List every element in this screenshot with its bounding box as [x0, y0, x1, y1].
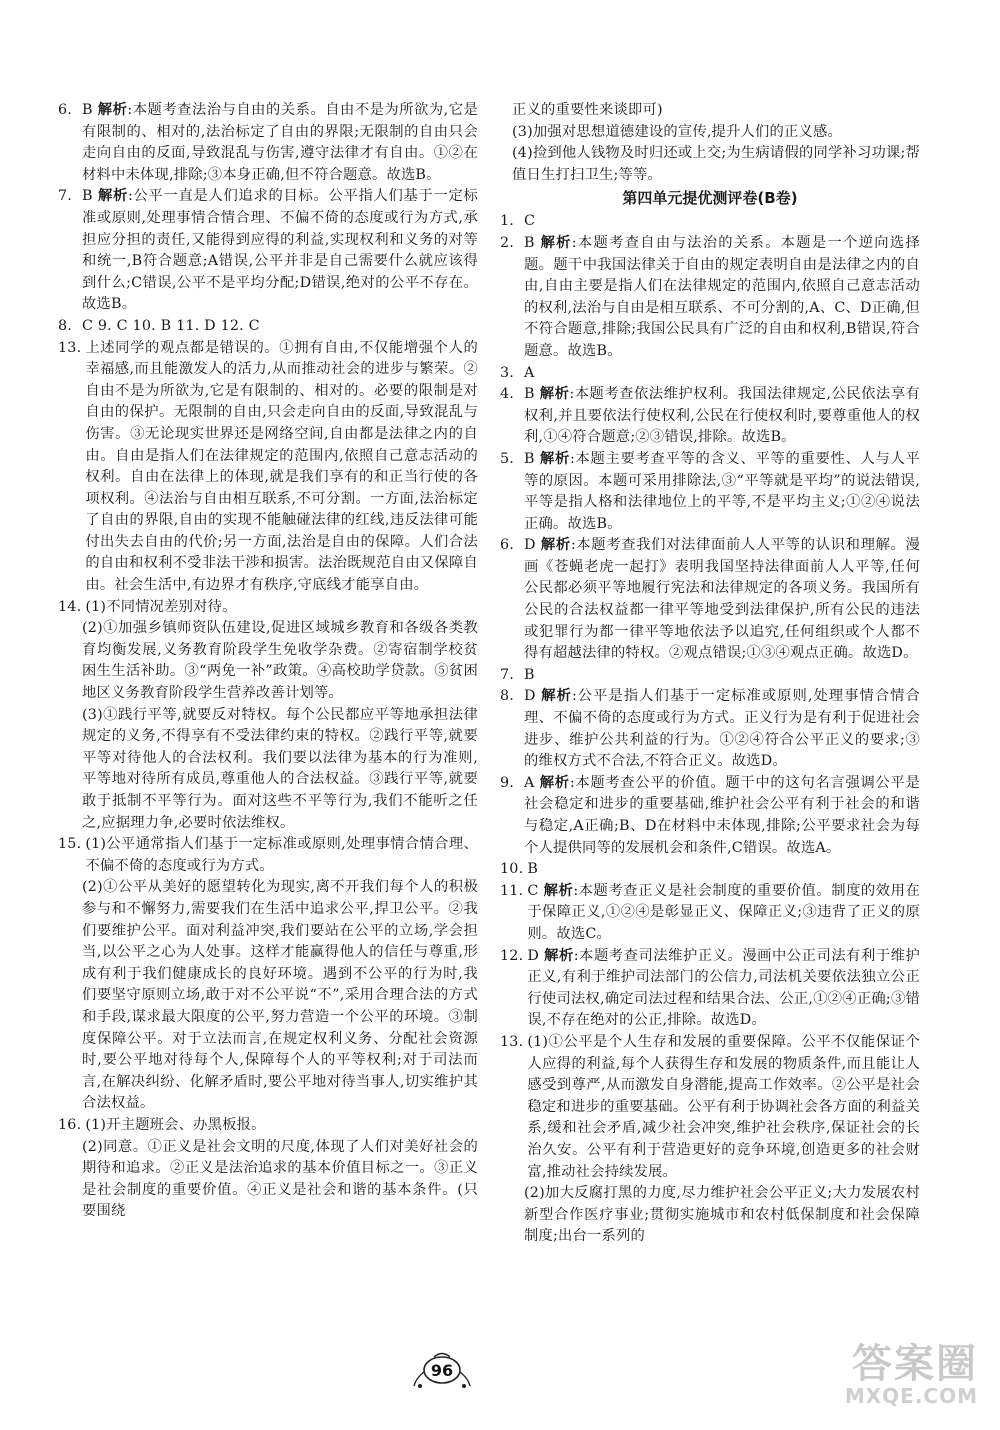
- answer-item: [500, 665, 920, 687]
- answer-choice: C: [524, 213, 536, 230]
- answer-number: 4.: [500, 386, 515, 403]
- watermark: [778, 1332, 978, 1412]
- answer-number: 8.: [58, 317, 73, 334]
- answer-text: [524, 363, 920, 385]
- answer-item: [58, 705, 478, 835]
- answer-item: [500, 1183, 920, 1248]
- analysis-label: 解析: [97, 188, 128, 205]
- answer-text: [524, 233, 920, 363]
- answer-choice: A: [524, 364, 535, 381]
- answer-number: 13.: [58, 339, 82, 356]
- answer-text: [82, 877, 478, 1115]
- answer-number: 11.: [500, 882, 524, 899]
- answer-body: (2)加大反腐打黑的力度,尽力维护社会公平正义;大力发展农村新型合作医疗事业;贯彻实施城市和农村低保制度和社会保障制度;出台一系列的: [524, 1185, 920, 1245]
- left-column: [58, 100, 478, 1223]
- watermark-site: MXQE.COM: [844, 1384, 978, 1408]
- answer-item: [58, 618, 478, 704]
- answer-text: [524, 1183, 920, 1248]
- answer-item: [500, 686, 920, 772]
- answer-number: 7.: [58, 188, 73, 205]
- answer-number: 5.: [500, 450, 515, 467]
- answer-body: 上述同学的观点都是错误的。①拥有自由,不仅能增强个人的幸福感,而且能激发人的活力,从而推动社会的进步与繁荣。②自由不是为所欲为,它是有限制的、相对的。必要的限制是对自由的保护。无限制的自由,只会走向自由的反面,导致混乱与伤害。③无论现实世界还是网络空间,自由都是法律之内的自由。自由是指人们在法律规定的范围内,依照自己意志活动的权利。自由在法律上的体现,就是我们享有的和正当行使的各项权利。④法治与自由相互联系,不可分割。一方面,法治标定了自由的界限,自由的实现不能触碰法律的红线,违反法律可能付出失去自由的代价;另一方面,法治是自由的保障。人们合法的自由和权利不受非法干涉和损害。法治既规范自由又保障自由。社会生活中,有边界才有秩序,守底线才能享自由。: [85, 339, 478, 594]
- answer-choice: B: [82, 102, 93, 118]
- answer-item: [500, 233, 920, 363]
- right-column: [500, 100, 920, 1248]
- answer-body: :公平是指人们基于一定标准或原则,处理事情合情合理、不偏不倚的态度或行为方式。正义行为是有利于促进社会进步、维护公共利益的行为。①②④符合公平正义的要求;③的维权方式不合法,不符合正义。故选D。: [524, 688, 920, 770]
- answer-number: 14.: [58, 598, 82, 615]
- answer-item: [500, 773, 920, 859]
- analysis-label: 解析: [541, 688, 572, 705]
- answer-body: (1)开主题班会、办黑板报。: [85, 1116, 266, 1133]
- answer-text: [524, 535, 920, 665]
- answer-choice: D: [524, 688, 536, 705]
- answer-choice: B: [524, 234, 535, 251]
- answer-item: [58, 877, 478, 1115]
- analysis-label: 解析: [540, 234, 572, 251]
- answer-text: [524, 384, 920, 449]
- answer-number: 13.: [500, 1033, 524, 1050]
- answer-body: C 9. C 10. B 11. D 12. C: [82, 317, 260, 334]
- analysis-label: 解析: [539, 386, 570, 403]
- answer-text: [527, 881, 920, 946]
- answer-number: [58, 618, 82, 704]
- answer-body: :本题考查公平的价值。题干中的这句名言强调公平是社会稳定和进步的重要基础,维护社会公平有利于社会的和谐与稳定,A正确;B、D在材料中未体现,排除;公平要求社会为每个人提供同等的发展机会和条件,C错误。故选A。: [524, 774, 920, 856]
- answer-text: [82, 618, 478, 704]
- answer-body: (2)①加强乡镇师资队伍建设,促进区域城乡教育和各级各类教育均衡发展,义务教育阶段学生免收学杂费。②寄宿制学校贫困生生活补助。③“两免一补”政策。④高校助学贷款。⑤贫困地区义务教育阶段学生营养改善计划等。: [82, 620, 478, 702]
- answer-choice: D: [527, 947, 540, 964]
- answer-text: [85, 834, 478, 877]
- continued-text: 正义的重要性来谈即可): [512, 102, 663, 118]
- answer-text: [524, 449, 920, 535]
- answer-item: [500, 535, 920, 665]
- answer-body: :本题考查依法维护权利。我国法律规定,公民依法享有权利,并且要依法行使权利,公民在行使权利时,要尊重他人的权利,①④符合题意;②③错误,排除。故选B。: [524, 386, 921, 446]
- section-title: 第四单元提优测评卷(B卷): [622, 189, 798, 208]
- answer-number: [58, 705, 82, 835]
- answer-body: :本题考查法治与自由的关系。自由不是为所欲为,它是有限制的、相对的,法治标定了自由的界限;无限制的自由只会走向自由的反面,导致混乱与伤害,遵守法律才有自由。①②在材料中未体现,排除;③本身正确,但不符合题意。故选B。: [82, 102, 479, 183]
- answer-item: [500, 211, 920, 233]
- analysis-label: 解析: [544, 947, 574, 964]
- answer-body: :本题考查我们对法律面前人人平等的认识和理解。漫画《苍蝇老虎一起打》表明我国坚持法律面前人人平等,任何公民都必须平等地履行宪法和法律规定的各项义务。我国所有公民的合法权益都一律平等地受到法律保护,所有公民的违法或犯罪行为都一律平等地依法予以追究,任何组织或个人都不得有超越法律的特权。②观点错误;①③④观点正确。故选D。: [524, 537, 920, 662]
- answer-text: [527, 859, 920, 881]
- answer-text: [82, 316, 478, 338]
- answer-item: [58, 186, 478, 316]
- answer-choice: C: [527, 882, 539, 899]
- answer-text: [85, 338, 478, 597]
- answer-item: [58, 834, 478, 877]
- analysis-label: 解析: [539, 450, 570, 467]
- answer-body: (3)①践行平等,就要反对特权。每个公民都应平等地承担法律规定的义务,不得享有不受法律约束的特权。②践行平等,就要平等对待他人的合法权利。我们要以法律为基本的行为准则,平等地对待所有成员,尊重他人的合法权益。③践行平等,就要敢于抵制不平等行为。面对这些不平等行为,我们不能听之任之,应据理力争,必要时依法维权。: [82, 706, 478, 831]
- answer-text: [85, 597, 478, 619]
- answer-choice: B: [524, 386, 535, 403]
- answer-number: 7.: [500, 666, 515, 683]
- answer-item: [58, 597, 478, 619]
- answer-text: [82, 705, 478, 835]
- answer-text: [82, 1137, 478, 1223]
- answer-body: (2)同意。①正义是社会文明的尺度,体现了人们对美好社会的期待和追求。②正义是法治追求的基本价值目标之一。③正义是社会制度的重要价值。④正义是社会和谐的基本条件。(只要围绕: [82, 1138, 478, 1220]
- answer-number: 12.: [500, 947, 524, 964]
- answer-body: :本题考查正义是社会制度的重要价值。制度的效用在于保障正义,①②④是彰显正义、保障正义;③违背了正义的原则。故选C。: [527, 882, 920, 942]
- answer-body: (1)①公平是个人生存和发展的重要保障。公平不仅能保证个人应得的利益,每个人获得生存和发展的物质条件,而且能让人感受到尊严,从而激发自身潜能,提高工作效率。②公平是社会稳定和进步的重要基础。公平有利于协调社会各方面的利益关系,缓和社会矛盾,减少社会冲突,维护社会秩序,保证社会的长治久安。公平有利于营造更好的竞争环境,创造更多的社会财富,推动社会持续发展。: [527, 1033, 920, 1180]
- answer-number: [58, 1137, 82, 1223]
- answer-number: 15.: [58, 836, 82, 853]
- answer-body: (2)①公平从美好的愿望转化为现实,离不开我们每个人的积极参与和不懈努力,需要我们在生活中追求公平,捍卫公平。②我们要维护公平。面对利益冲突,我们要站在公平的立场,学会担当,以公平之心为人处事。这样才能赢得他人的信任与尊重,形成有利于我们健康成长的良好环境。遇到不公平的行为时,我们要坚守原则立场,敢于对不公平说“不”,采用合理合法的方式和手段,谋求最大限度的公平,努力营造一个公平的环境。③制度保障公平。对于立法而言,在规定权利义务、分配社会资源时,要公平地对待每个人,保障每个人的平等权利;对于司法而言,在解决纠纷、化解矛盾时,要公平地对待当事人,切实维护其合法权益。: [82, 879, 478, 1112]
- answer-text: [524, 211, 920, 233]
- answer-item: [500, 1032, 920, 1183]
- page-number: 96: [430, 1360, 454, 1380]
- answer-item: [500, 384, 920, 449]
- answer-text: [82, 186, 478, 316]
- answer-choice: B: [524, 666, 535, 683]
- answer-number: 8.: [500, 688, 515, 705]
- answer-number: 6.: [58, 102, 73, 118]
- answer-item: [58, 338, 478, 597]
- answer-body: (1)不同情况差别对待。: [85, 598, 237, 615]
- analysis-label: 解析: [540, 537, 571, 554]
- answer-text: [527, 1032, 920, 1183]
- answer-choice: B: [82, 188, 93, 205]
- answer-number: 3.: [500, 364, 515, 381]
- answer-body: :本题考查司法维护正义。漫画中公正司法有利于维护正义,有利于维护司法部门的公信力,司法机关要依法独立公正行使司法权,确定司法过程和结果合法、公正,①②④正确;③错误,不存在绝对的公正,排除。故选D。: [527, 947, 920, 1029]
- answer-text: [524, 686, 920, 772]
- answer-item: [500, 449, 920, 535]
- answer-body: :本题考查自由与法治的关系。本题是一个逆向选择题。题干中我国法律关于自由的规定表明自由是法律之内的自由,自由主要是指人们在法律规定的范围内,依照自己意志活动的权利,法治与自由是相互联系、不可分割的,A、C、D正确,但不符合题意,排除;我国公民具有广泛的自由和权利,B错误,符合题意。故选B。: [524, 234, 920, 359]
- answer-text: [524, 665, 920, 687]
- answer-choice: D: [524, 537, 536, 554]
- answer-item: [58, 1115, 478, 1137]
- answer-number: 2.: [500, 234, 515, 251]
- answer-choice: A: [524, 774, 535, 791]
- answer-item: [58, 316, 478, 338]
- watermark-logo: 答案圈: [852, 1341, 978, 1387]
- answer-text: [82, 100, 478, 186]
- answer-item: [500, 946, 920, 1032]
- continued-text: (4)捡到他人钱物及时归还或上交;为生病请假的同学补习功课;帮值日生打扫卫生;等等。: [512, 145, 920, 183]
- answer-item: [58, 1137, 478, 1223]
- answer-number: 10.: [500, 861, 524, 878]
- analysis-label: 解析: [97, 102, 128, 118]
- answer-number: [58, 877, 82, 1115]
- answer-text: [527, 946, 920, 1032]
- answer-number: 6.: [500, 537, 515, 554]
- answer-number: [500, 1183, 524, 1248]
- answer-item: [500, 881, 920, 946]
- analysis-label: 解析: [539, 774, 570, 791]
- answer-body: (1)公平通常指人们基于一定标准或原则,处理事情合情合理、不偏不倚的态度或行为方式。: [85, 836, 478, 874]
- answer-item: [58, 100, 478, 186]
- answer-body: :本题主要考查平等的含义、平等的重要性、人与人平等的原因。本题可采用排除法,③“平等就是平均”的说法错误,平等是指人格和法律地位上的平等,不是平均主义;①②④说法正确。故选B。: [524, 450, 920, 532]
- answer-text: [524, 773, 920, 859]
- answer-body: :公平一直是人们追求的目标。公平指人们基于一定标准或原则,处理事情合情合理、不偏不倚的态度或行为方式,承担应分担的责任,又能得到应得的利益,实现权利和义务的对等和统一,B符合题意;A错误,公平并非是自己需要什么就应该得到什么;C错误,公平不是平均分配;D错误,绝对的公平不存在。故选B。: [82, 188, 478, 313]
- answer-item: [500, 363, 920, 385]
- answer-number: 16.: [58, 1116, 82, 1133]
- answer-text: [85, 1115, 478, 1137]
- page-number-badge: [410, 1350, 474, 1390]
- analysis-label: 解析: [543, 882, 574, 899]
- continued-text: (3)加强对思想道德建设的宣传,提升人们的正义感。: [512, 123, 843, 140]
- answer-choice: B: [524, 450, 535, 467]
- answer-choice: B: [527, 861, 539, 878]
- answer-number: 9.: [500, 774, 515, 791]
- answer-number: 1.: [500, 213, 515, 230]
- answer-item: [500, 859, 920, 881]
